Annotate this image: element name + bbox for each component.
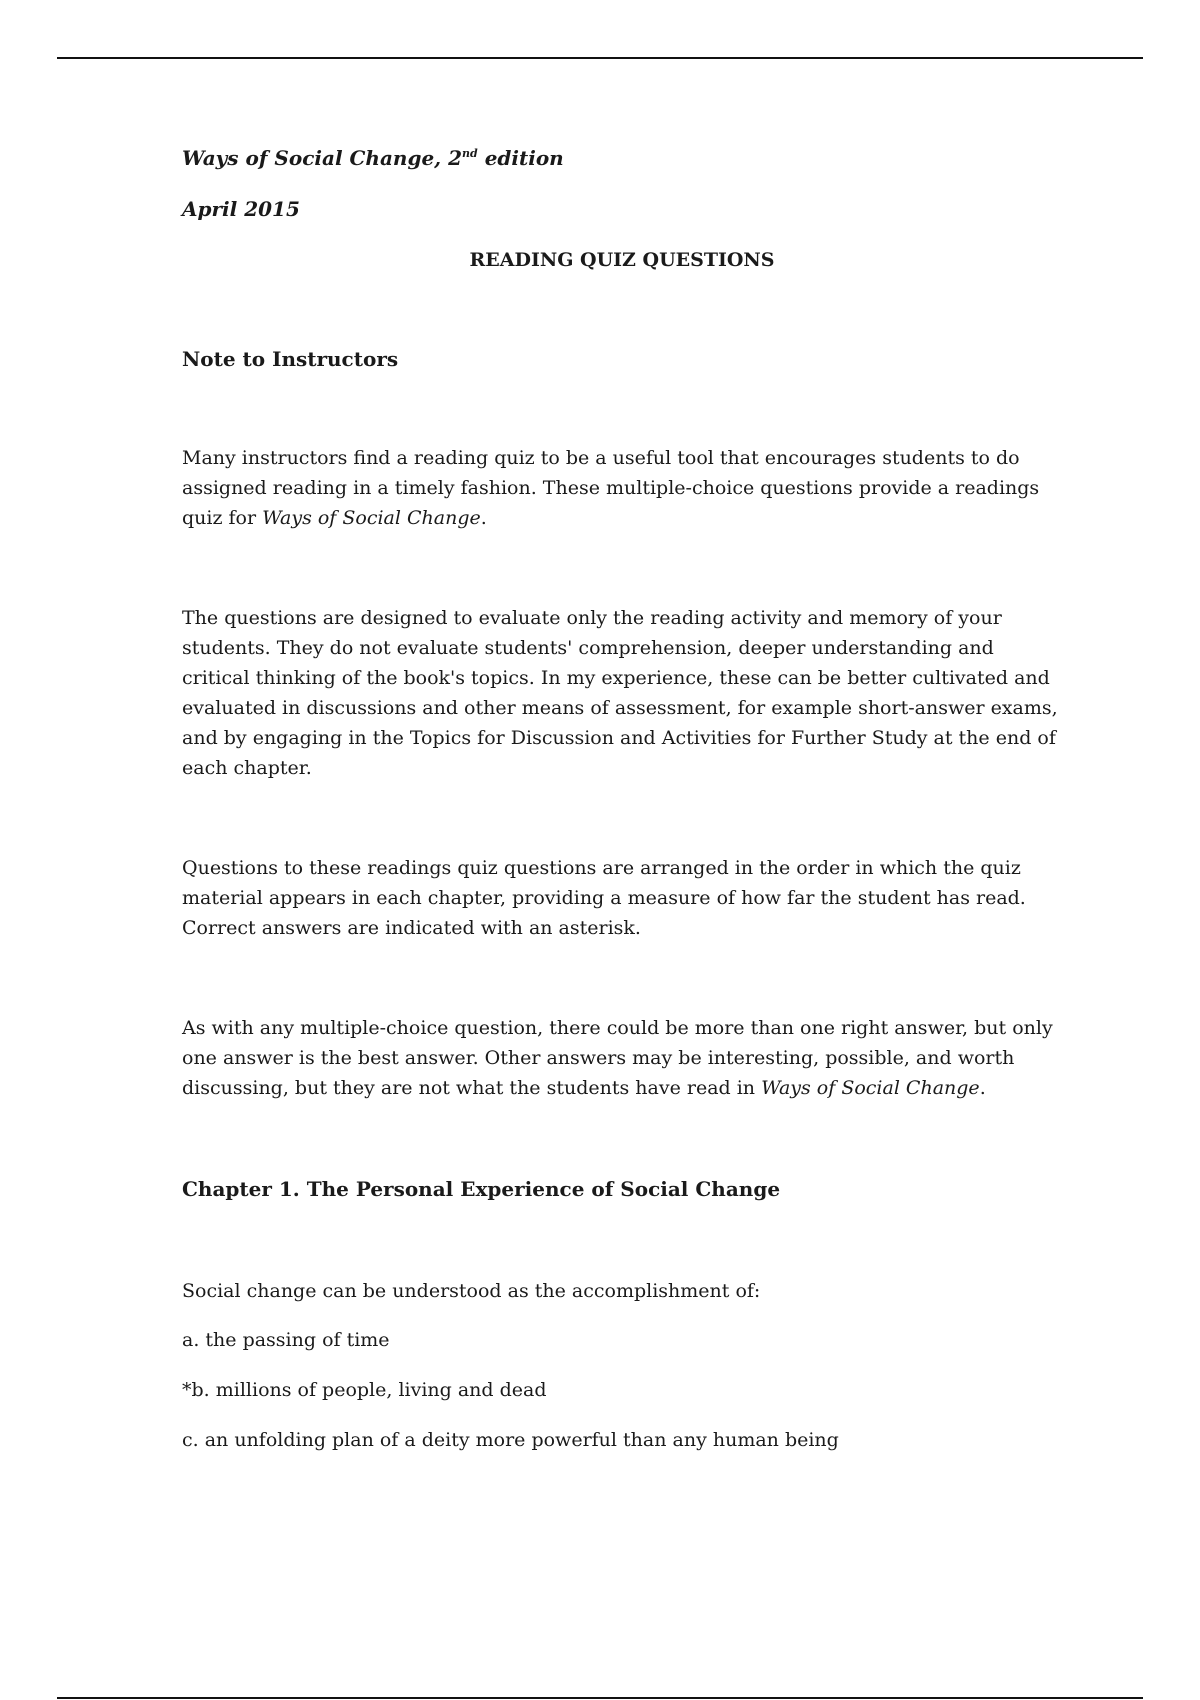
note-heading: Note to Instructors — [182, 347, 399, 371]
chapter-1-heading: Chapter 1. The Personal Experience of Social Change — [182, 1177, 781, 1201]
answer-option-a: a. the passing of time — [182, 1329, 390, 1351]
top-rule — [57, 57, 1143, 59]
quiz-question: Social change can be understood as the accomplishment of: — [182, 1280, 761, 1302]
answer-option-b-correct: *b. millions of people, living and dead — [182, 1379, 547, 1401]
document-title: READING QUIZ QUESTIONS — [469, 249, 775, 271]
note-paragraph-1-end: . — [480, 507, 487, 529]
note-paragraph-4-text: As with any multiple-choice question, there could be more than one right answer, but only one answer is the best answer. Other answers may be interesting, possible, and worth discussing, but they are not what the students have read in — [182, 1017, 1053, 1099]
document-date: April 2015 — [182, 197, 300, 221]
note-paragraph-2: The questions are designed to evaluate only the reading activity and memory of your students. They do not evaluate students' comprehension, deeper understanding and critical thinking of the book's topics. In my experience, these can be better cultivated and evaluated in discussions and other means of assessment, for example short-answer exams, and by engaging in the Topics for Discussion and Activities for Further Study at the end of each chapter. — [182, 607, 1058, 779]
edition-superscript: nd — [462, 147, 478, 160]
book-title: Ways of Social Change, 2 — [182, 146, 463, 170]
bottom-rule — [57, 1697, 1143, 1699]
book-title-italic: Ways of Social Change — [262, 507, 481, 529]
edition-word: edition — [477, 146, 564, 170]
note-paragraph-4 — [182, 1013, 1062, 1103]
note-paragraph-1-text: Many instructors find a reading quiz to be a useful tool that encourages students to do assigned reading in a timely fashion. These multiple-choice questions provide a readings quiz for — [182, 447, 1040, 529]
book-title-italic: Ways of Social Change — [761, 1077, 980, 1099]
book-title-line — [182, 145, 564, 171]
note-paragraph-4-end: . — [979, 1077, 986, 1099]
note-paragraph-1 — [182, 443, 1062, 533]
answer-option-c: c. an unfolding plan of a deity more powerful than any human being — [182, 1429, 839, 1451]
note-paragraph-3: Questions to these readings quiz questions are arranged in the order in which the quiz material appears in each chapter, providing a measure of how far the student has read. Correct answers are indicated with an asterisk. — [182, 857, 1026, 939]
